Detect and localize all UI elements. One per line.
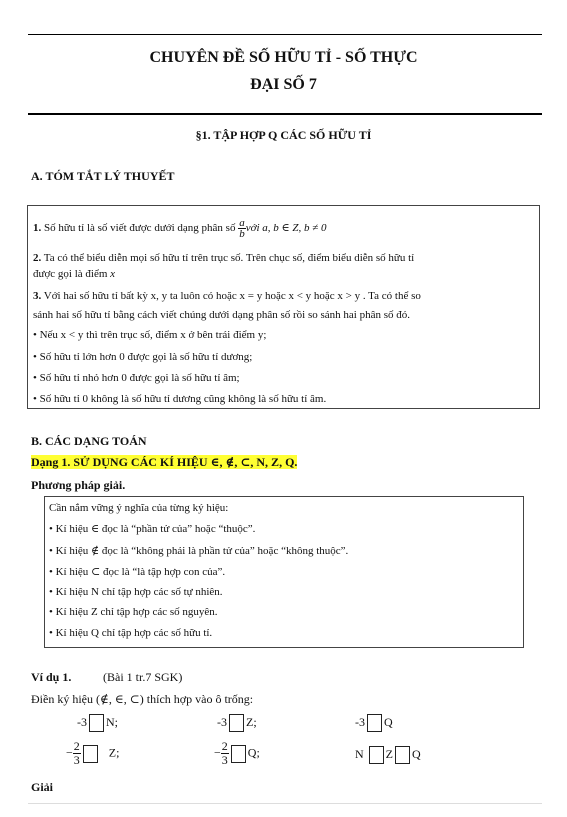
solution-heading: Giải xyxy=(31,780,54,794)
method-heading: Phương pháp giải. xyxy=(31,478,126,492)
answer-box[interactable] xyxy=(369,746,384,764)
exercise-1c: -3 Q xyxy=(355,714,393,732)
theory-item-2-line2: được gọi là điểm x xyxy=(33,268,116,280)
exercise-2a: − $\frac{2}{3}$ Z; xyxy=(66,739,120,767)
symbol-intro: Cần nắm vững ý nghĩa của từng ký hiệu: xyxy=(49,502,229,514)
exercise-1a: -3 N; xyxy=(77,714,118,732)
symbol-item-2: • Kí hiệu ∉ đọc là “không phải là phần tử của” hoặc “không thuộc”. xyxy=(49,545,349,557)
doc-title: CHUYÊN ĐỀ SỐ HỮU TỈ - SỐ THỰC xyxy=(149,49,418,66)
example-label: Ví dụ 1. xyxy=(31,670,72,684)
fraction-2-over-3: $\frac{2}{3}$ xyxy=(221,739,228,767)
doc-subtitle: ĐẠI SỐ 7 xyxy=(250,76,317,93)
exercise-1b: -3 Z; xyxy=(217,714,257,732)
symbol-item-5: • Kí hiệu Z chỉ tập hợp các số nguyên. xyxy=(49,606,218,618)
fraction-2-over-3: $\frac{2}{3}$ xyxy=(73,739,80,767)
theory-bullet-3: • Số hữu tỉ nhỏ hơn 0 được gọi là số hữu tỉ âm; xyxy=(33,372,240,384)
title-rule xyxy=(28,113,542,115)
answer-box[interactable] xyxy=(395,746,410,764)
answer-box[interactable] xyxy=(89,714,104,732)
answer-box[interactable] xyxy=(231,745,246,763)
fraction-a-over-b: $\frac{a}{b}$ xyxy=(239,217,245,240)
theory-item-1: 1. Số hữu tỉ là số viết được dưới dạng phân số $\frac{a}{b}$ với a, b ∈ Z, b ≠ 0 xyxy=(33,217,327,240)
theory-item-2-line1: 2. Ta có thể biểu diễn mọi số hữu tỉ trên trục số. Trên chục số, điểm biểu diễn số hữu tỉ xyxy=(33,252,415,264)
theory-bullet-4: • Số hữu tỉ 0 không là số hữu tỉ dương cũng không là số hữu tỉ âm. xyxy=(33,393,327,405)
example-prompt: Điền ký hiệu (∉, ∈, ⊂) thích hợp vào ô trống: xyxy=(31,692,254,706)
exercise-2b: − $\frac{2}{3}$ Q; xyxy=(214,739,260,767)
theory-item-3-line1: 3. Với hai số hữu tỉ bất kỳ x, y ta luôn có hoặc x = y hoặc x < y hoặc x > y . Ta có thể so xyxy=(33,290,421,302)
answer-box[interactable] xyxy=(367,714,382,732)
exercise-2c: N Z Q xyxy=(355,746,421,764)
theory-bullet-2: • Số hữu tỉ lớn hơn 0 được gọi là số hữu tỉ dương; xyxy=(33,351,253,363)
symbol-item-1: • Kí hiệu ∈ đọc là “phần tử của” hoặc “thuộc”. xyxy=(49,523,256,535)
answer-box[interactable] xyxy=(83,745,98,763)
dang-1-heading: Dạng 1. SỬ DỤNG CÁC KÍ HIỆU ∈, ∉, ⊂, N, Z, Q. xyxy=(31,455,298,469)
example-ref: (Bài 1 tr.7 SGK) xyxy=(103,670,183,684)
bottom-rule xyxy=(28,803,542,804)
part-a-heading: A. TÓM TẮT LÝ THUYẾT xyxy=(31,169,175,183)
part-b-heading: B. CÁC DẠNG TOÁN xyxy=(31,434,147,448)
symbol-item-3: • Kí hiệu ⊂ đọc là “là tập hợp con của”. xyxy=(49,566,226,578)
theory-bullet-1: • Nếu x < y thì trên trục số, điểm x ở bên trái điểm y; xyxy=(33,329,267,341)
section-title: §1. TẬP HỢP Q CÁC SỐ HỮU TỈ xyxy=(195,128,372,142)
top-rule xyxy=(28,34,542,35)
symbol-item-6: • Kí hiệu Q chỉ tập hợp các số hữu tỉ. xyxy=(49,627,213,639)
theory-item-3-line2: sánh hai số hữu tỉ bằng cách viết chúng dưới dạng phân số rồi so sánh hai phân số đó. xyxy=(33,309,411,321)
symbol-item-4: • Kí hiệu N chỉ tập hợp các số tự nhiên. xyxy=(49,586,223,598)
answer-box[interactable] xyxy=(229,714,244,732)
